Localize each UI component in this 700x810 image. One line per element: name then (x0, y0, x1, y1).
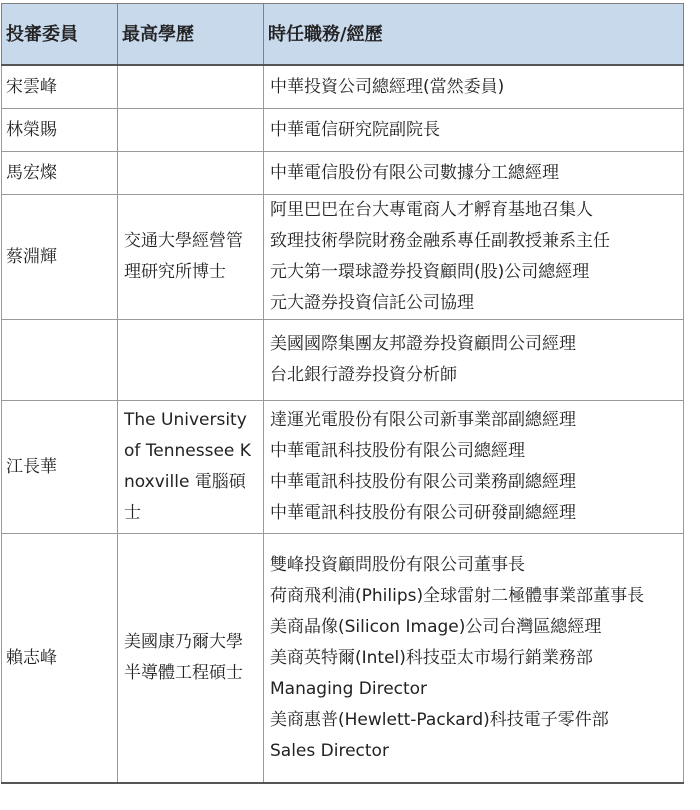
member-cell: 賴志峰 (2, 534, 118, 784)
duties-cell (264, 65, 684, 109)
education-cell: 交通大學經營管理研究所博士 (118, 195, 264, 320)
member-cell: 宋雲峰 (2, 65, 118, 109)
duty-line: 荷商飛利浦(Philips)全球雷射二極體事業部董事長 (270, 585, 645, 606)
table-row (2, 534, 684, 784)
member-cell: 林榮賜 (2, 109, 118, 152)
duty-line: 阿里巴巴在台大專電商人才孵育基地召集人 (270, 200, 593, 220)
duty-line: 達運光電股份有限公司新事業部副總經理 (270, 410, 576, 430)
member-cell: 馬宏燦 (2, 152, 118, 195)
table-body (2, 65, 684, 783)
duties-cell (264, 534, 684, 784)
duty-line: 中華電信研究院副院長 (270, 119, 440, 140)
header-education: 最高學歷 (118, 4, 264, 66)
duty-line: 致理技術學院財務金融系專任副教授兼系主任 (270, 231, 610, 251)
duty-line: 元大證券投資信託公司協理 (270, 293, 474, 313)
member-cell (2, 320, 118, 401)
duty-line: 中華電訊科技股份有限公司研發副總經理 (270, 503, 576, 523)
duties-cell (264, 401, 684, 534)
duty-line: 中華投資公司總經理(當然委員) (270, 76, 505, 97)
table-row (2, 65, 684, 109)
table-row (2, 152, 684, 195)
member-cell: 江長華 (2, 401, 118, 534)
duties-cell (264, 152, 684, 195)
header-duties: 時任職務/經歷 (264, 4, 684, 66)
duty-line: Sales Director (270, 740, 389, 761)
education-cell: 美國康乃爾大學半導體工程碩士 (118, 534, 264, 784)
duty-line: 台北銀行證券投資分析師 (270, 365, 457, 385)
duty-line: 雙峰投資顧問股份有限公司董事長 (270, 554, 525, 575)
duty-line: 美國國際集團友邦證券投資顧問公司經理 (270, 334, 576, 354)
table-header (2, 4, 684, 66)
education-cell (118, 109, 264, 152)
duties-cell (264, 320, 684, 401)
education-cell: The University of Tennessee Knoxville 電腦碩士 (118, 401, 264, 534)
duty-line: 中華電信股份有限公司數據分工總經理 (270, 162, 559, 183)
duty-line: 美商晶像(Silicon Image)公司台灣區總經理 (270, 616, 602, 637)
table-row (2, 109, 684, 152)
duty-line: 美商英特爾(Intel)科技亞太市場行銷業務部 (270, 647, 593, 668)
table-row (2, 401, 684, 534)
education-cell (118, 65, 264, 109)
education-cell (118, 320, 264, 401)
table-row (2, 195, 684, 320)
committee-table (1, 3, 684, 784)
member-cell: 蔡淵輝 (2, 195, 118, 320)
duty-line: 元大第一環球證券投資顧問(股)公司總經理 (270, 262, 590, 282)
header-row (2, 4, 684, 66)
duty-line: 美商惠普(Hewlett-Packard)科技電子零件部 (270, 709, 609, 730)
duties-cell (264, 195, 684, 320)
header-member: 投審委員 (2, 4, 118, 66)
duty-line: Managing Director (270, 678, 428, 699)
duty-line: 中華電訊科技股份有限公司業務副總經理 (270, 472, 576, 492)
table-row (2, 320, 684, 401)
education-cell (118, 152, 264, 195)
duties-cell (264, 109, 684, 152)
duty-line: 中華電訊科技股份有限公司總經理 (270, 441, 525, 461)
